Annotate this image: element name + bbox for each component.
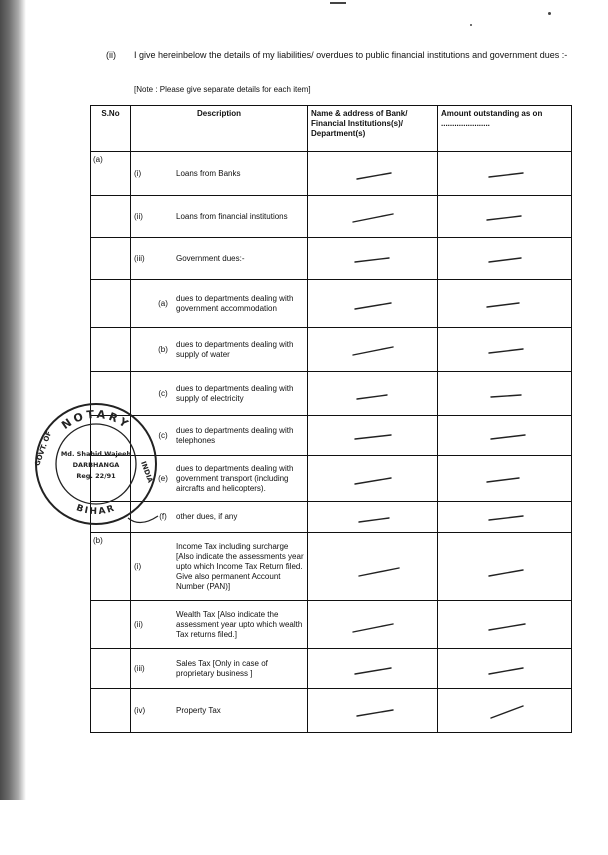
row-name-address-cell bbox=[308, 196, 438, 238]
table-row bbox=[91, 372, 572, 416]
row-amount-cell bbox=[438, 601, 572, 649]
row-roman-numeral: (i) bbox=[134, 168, 142, 178]
row-roman-numeral: (ii) bbox=[134, 619, 143, 629]
row-sub-letter: (c) bbox=[158, 430, 168, 440]
dash-mark bbox=[343, 610, 403, 640]
row-description-cell bbox=[131, 152, 308, 196]
row-roman-numeral: (iii) bbox=[134, 663, 145, 673]
table-row bbox=[91, 238, 572, 280]
seal-name: Md. Shahid Wajeeh bbox=[60, 450, 132, 458]
row-amount-cell bbox=[438, 649, 572, 689]
table-row bbox=[91, 152, 572, 196]
scan-speck bbox=[548, 12, 551, 15]
svg-text:BIHAR bbox=[75, 503, 118, 517]
row-sno: (b) bbox=[91, 533, 131, 601]
row-description-cell bbox=[131, 689, 308, 733]
row-sub-letter: (f) bbox=[159, 512, 167, 521]
dash-mark bbox=[343, 421, 403, 451]
seal-place: DARBHANGA bbox=[72, 461, 120, 469]
table-row bbox=[91, 416, 572, 456]
row-sno bbox=[91, 601, 131, 649]
row-sno bbox=[91, 689, 131, 733]
table-row bbox=[91, 601, 572, 649]
dash-mark bbox=[343, 159, 403, 189]
row-description-cell bbox=[131, 649, 308, 689]
row-description: Property Tax bbox=[176, 705, 221, 715]
row-description-cell bbox=[131, 280, 308, 328]
seal-signature-stroke bbox=[128, 516, 158, 523]
row-name-address-cell bbox=[308, 152, 438, 196]
svg-text:NOTARY bbox=[59, 408, 133, 432]
row-description: other dues, if any bbox=[176, 512, 238, 521]
row-description: Wealth Tax [Also indicate the assessment year upto which wealth Tax returns filed.] bbox=[176, 609, 303, 639]
row-description-cell bbox=[131, 328, 308, 372]
row-name-address-cell bbox=[308, 328, 438, 372]
row-name-address-cell bbox=[308, 280, 438, 328]
table-row bbox=[91, 533, 572, 601]
dash-mark bbox=[475, 335, 535, 365]
row-description-cell bbox=[131, 533, 308, 601]
row-sno bbox=[91, 280, 131, 328]
dash-mark bbox=[343, 379, 403, 409]
scan-speck bbox=[470, 24, 472, 26]
row-name-address-cell bbox=[308, 533, 438, 601]
row-sno bbox=[91, 238, 131, 280]
row-amount-cell bbox=[438, 152, 572, 196]
row-amount-cell bbox=[438, 416, 572, 456]
row-description-cell bbox=[131, 196, 308, 238]
row-roman-numeral: (i) bbox=[134, 561, 142, 571]
dash-mark bbox=[343, 502, 403, 532]
intro-number: (ii) bbox=[106, 50, 116, 60]
dash-mark bbox=[343, 335, 403, 365]
row-sno: (a) bbox=[91, 152, 131, 196]
row-description: dues to departments dealing with supply of water bbox=[176, 339, 294, 359]
table-row bbox=[91, 328, 572, 372]
table-row bbox=[91, 196, 572, 238]
dash-mark bbox=[475, 610, 535, 640]
row-description: Sales Tax [Only in case of proprietary business ] bbox=[176, 658, 268, 678]
row-name-address-cell bbox=[308, 689, 438, 733]
row-description: Loans from financial institutions bbox=[176, 211, 288, 221]
dash-mark bbox=[475, 696, 535, 726]
header-amount: Amount outstanding as on ...................... bbox=[438, 106, 572, 152]
table-row bbox=[91, 280, 572, 328]
row-roman-numeral: (ii) bbox=[134, 211, 143, 221]
row-sub-letter: (b) bbox=[158, 344, 168, 354]
seal-registration: Reg. 22/91 bbox=[76, 472, 116, 480]
row-description: Government dues:- bbox=[176, 253, 245, 263]
row-sno bbox=[91, 649, 131, 689]
row-description: Income Tax including surcharge [Also indicate the assessments year upto which Income Tax Return filed. Give also permanent Account Number (PAN)] bbox=[176, 541, 304, 591]
row-roman-numeral: (iv) bbox=[134, 705, 146, 715]
dash-mark bbox=[475, 464, 535, 494]
row-name-address-cell bbox=[308, 416, 438, 456]
dash-mark bbox=[343, 202, 403, 232]
scan-shadow-edge bbox=[0, 0, 26, 800]
seal-bottom-text: BIHAR bbox=[74, 503, 118, 518]
dash-mark bbox=[475, 202, 535, 232]
row-amount-cell bbox=[438, 533, 572, 601]
dash-mark bbox=[475, 244, 535, 274]
table-header-row bbox=[91, 106, 572, 152]
intro-text: I give hereinbelow the details of my liabilities/ overdues to public financial institutions and government dues :- bbox=[134, 50, 568, 60]
dash-mark bbox=[343, 552, 403, 582]
dash-mark bbox=[343, 289, 403, 319]
dash-mark bbox=[475, 289, 535, 319]
dash-mark bbox=[475, 502, 535, 532]
seal-right-text: INDIA bbox=[139, 460, 155, 484]
row-name-address-cell bbox=[308, 649, 438, 689]
row-description: dues to departments dealing with telephones bbox=[176, 425, 294, 445]
header-sno: S.No bbox=[91, 106, 131, 152]
row-description-cell bbox=[131, 601, 308, 649]
header-description: Description bbox=[131, 106, 308, 152]
scan-speck bbox=[330, 2, 346, 4]
row-amount-cell bbox=[438, 456, 572, 502]
row-description: dues to departments dealing with government accommodation bbox=[176, 293, 294, 313]
dash-mark bbox=[475, 421, 535, 451]
row-sno bbox=[91, 328, 131, 372]
row-description: Loans from Banks bbox=[176, 168, 241, 178]
dash-mark bbox=[343, 696, 403, 726]
table-row bbox=[91, 649, 572, 689]
row-name-address-cell bbox=[308, 601, 438, 649]
row-amount-cell bbox=[438, 238, 572, 280]
row-description-cell bbox=[131, 238, 308, 280]
dash-mark bbox=[475, 379, 535, 409]
row-amount-cell bbox=[438, 280, 572, 328]
row-sub-letter: (e) bbox=[158, 473, 168, 483]
row-amount-cell bbox=[438, 372, 572, 416]
seal-top-text: NOTARY bbox=[59, 407, 133, 433]
dash-mark bbox=[343, 244, 403, 274]
row-sno bbox=[91, 196, 131, 238]
table-row bbox=[91, 502, 572, 533]
row-sub-letter: (a) bbox=[158, 298, 168, 308]
table-row bbox=[91, 689, 572, 733]
dash-mark bbox=[343, 654, 403, 684]
liabilities-table bbox=[90, 105, 572, 733]
dash-mark bbox=[475, 159, 535, 189]
intro-note: [Note : Please give separate details for each item] bbox=[134, 85, 311, 94]
row-amount-cell bbox=[438, 196, 572, 238]
row-amount-cell bbox=[438, 502, 572, 533]
dash-mark bbox=[343, 464, 403, 494]
header-name-address: Name & address of Bank/ Financial Institutions(s)/ Department(s) bbox=[308, 106, 438, 152]
row-description: dues to departments dealing with government transport (including aircrafts and helicopters). bbox=[176, 463, 294, 493]
table-row bbox=[91, 456, 572, 502]
row-amount-cell bbox=[438, 328, 572, 372]
row-description: dues to departments dealing with supply of electricity bbox=[176, 383, 294, 403]
row-name-address-cell bbox=[308, 238, 438, 280]
notary-seal bbox=[32, 400, 160, 528]
row-sub-letter: (c) bbox=[158, 388, 168, 398]
row-amount-cell bbox=[438, 689, 572, 733]
row-name-address-cell bbox=[308, 456, 438, 502]
row-roman-numeral: (iii) bbox=[134, 253, 145, 263]
row-name-address-cell bbox=[308, 372, 438, 416]
dash-mark bbox=[475, 654, 535, 684]
row-name-address-cell bbox=[308, 502, 438, 533]
seal-left-text: GOVT. OF bbox=[33, 430, 54, 468]
dash-mark bbox=[475, 552, 535, 582]
